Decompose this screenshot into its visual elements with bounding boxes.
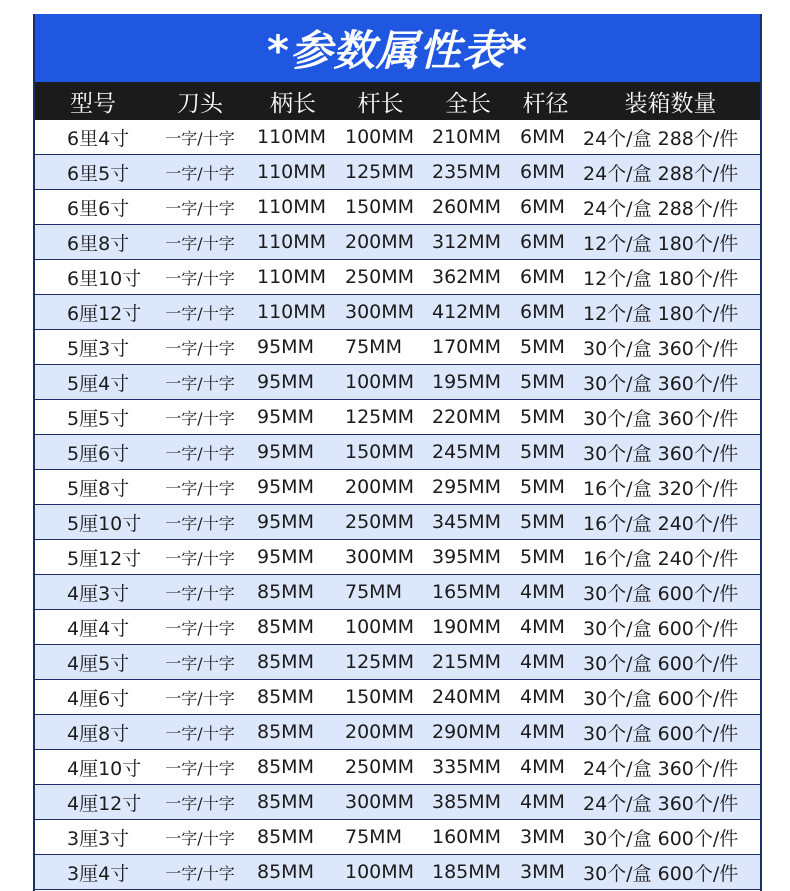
total-length-cell: 335MM xyxy=(424,750,512,785)
packing-cell: 16个/盒 320个/件 xyxy=(579,470,762,505)
model-cell: 6里5寸 xyxy=(35,155,151,190)
model-cell: 3厘4寸 xyxy=(35,855,151,890)
shaft-diameter-cell: 5MM xyxy=(512,435,579,470)
total-length-cell: 290MM xyxy=(424,715,512,750)
blade-cell: 一字/十字 xyxy=(151,435,249,470)
packing-cell: 30个/盒 600个/件 xyxy=(579,855,762,890)
shaft-length-cell: 250MM xyxy=(337,260,424,295)
handle-length-cell: 85MM xyxy=(249,785,337,820)
shaft-length-cell: 125MM xyxy=(337,155,424,190)
total-length-cell: 170MM xyxy=(424,330,512,365)
model-cell: 5厘5寸 xyxy=(35,400,151,435)
spec-sheet xyxy=(33,14,762,891)
column-header-total-length: 全长 xyxy=(424,82,512,120)
handle-length-cell: 110MM xyxy=(249,295,337,330)
shaft-length-cell: 75MM xyxy=(337,330,424,365)
table-row xyxy=(35,645,762,680)
handle-length-cell: 85MM xyxy=(249,680,337,715)
total-length-cell: 185MM xyxy=(424,855,512,890)
table-row xyxy=(35,470,762,505)
blade-cell: 一字/十字 xyxy=(151,365,249,400)
total-length-cell: 210MM xyxy=(424,120,512,155)
table-row xyxy=(35,365,762,400)
model-cell: 4厘8寸 xyxy=(35,715,151,750)
shaft-diameter-cell: 6MM xyxy=(512,260,579,295)
blade-cell: 一字/十字 xyxy=(151,750,249,785)
model-cell: 4厘5寸 xyxy=(35,645,151,680)
packing-cell: 30个/盒 600个/件 xyxy=(579,820,762,855)
handle-length-cell: 85MM xyxy=(249,645,337,680)
total-length-cell: 195MM xyxy=(424,365,512,400)
shaft-diameter-cell: 4MM xyxy=(512,750,579,785)
blade-cell: 一字/十字 xyxy=(151,610,249,645)
shaft-diameter-cell: 6MM xyxy=(512,120,579,155)
shaft-length-cell: 150MM xyxy=(337,680,424,715)
shaft-length-cell: 200MM xyxy=(337,225,424,260)
handle-length-cell: 110MM xyxy=(249,225,337,260)
blade-cell: 一字/十字 xyxy=(151,785,249,820)
table-row xyxy=(35,750,762,785)
packing-cell: 30个/盒 360个/件 xyxy=(579,365,762,400)
model-cell: 4厘4寸 xyxy=(35,610,151,645)
model-cell: 4厘3寸 xyxy=(35,575,151,610)
packing-cell: 30个/盒 600个/件 xyxy=(579,575,762,610)
shaft-diameter-cell: 5MM xyxy=(512,505,579,540)
packing-cell: 16个/盒 240个/件 xyxy=(579,540,762,575)
handle-length-cell: 85MM xyxy=(249,820,337,855)
table-row xyxy=(35,855,762,890)
table-row xyxy=(35,610,762,645)
total-length-cell: 245MM xyxy=(424,435,512,470)
model-cell: 5厘12寸 xyxy=(35,540,151,575)
table-row xyxy=(35,120,762,155)
blade-cell: 一字/十字 xyxy=(151,470,249,505)
blade-cell: 一字/十字 xyxy=(151,260,249,295)
handle-length-cell: 85MM xyxy=(249,610,337,645)
model-cell: 6里8寸 xyxy=(35,225,151,260)
shaft-length-cell: 100MM xyxy=(337,610,424,645)
packing-cell: 12个/盒 180个/件 xyxy=(579,225,762,260)
table-row xyxy=(35,295,762,330)
total-length-cell: 190MM xyxy=(424,610,512,645)
blade-cell: 一字/十字 xyxy=(151,225,249,260)
total-length-cell: 165MM xyxy=(424,575,512,610)
blade-cell: 一字/十字 xyxy=(151,155,249,190)
table-row xyxy=(35,505,762,540)
handle-length-cell: 110MM xyxy=(249,120,337,155)
shaft-length-cell: 300MM xyxy=(337,540,424,575)
packing-cell: 16个/盒 240个/件 xyxy=(579,505,762,540)
blade-cell: 一字/十字 xyxy=(151,120,249,155)
handle-length-cell: 85MM xyxy=(249,715,337,750)
shaft-diameter-cell: 5MM xyxy=(512,330,579,365)
table-row xyxy=(35,540,762,575)
total-length-cell: 412MM xyxy=(424,295,512,330)
shaft-diameter-cell: 4MM xyxy=(512,645,579,680)
packing-cell: 30个/盒 360个/件 xyxy=(579,435,762,470)
shaft-diameter-cell: 4MM xyxy=(512,715,579,750)
model-cell: 5厘10寸 xyxy=(35,505,151,540)
total-length-cell: 295MM xyxy=(424,470,512,505)
packing-cell: 30个/盒 600个/件 xyxy=(579,610,762,645)
shaft-diameter-cell: 5MM xyxy=(512,365,579,400)
model-cell: 4厘10寸 xyxy=(35,750,151,785)
blade-cell: 一字/十字 xyxy=(151,645,249,680)
blade-cell: 一字/十字 xyxy=(151,855,249,890)
blade-cell: 一字/十字 xyxy=(151,680,249,715)
handle-length-cell: 95MM xyxy=(249,365,337,400)
model-cell: 4厘12寸 xyxy=(35,785,151,820)
shaft-length-cell: 250MM xyxy=(337,750,424,785)
table-row xyxy=(35,190,762,225)
shaft-diameter-cell: 3MM xyxy=(512,855,579,890)
blade-cell: 一字/十字 xyxy=(151,715,249,750)
shaft-length-cell: 100MM xyxy=(337,855,424,890)
shaft-length-cell: 200MM xyxy=(337,715,424,750)
shaft-diameter-cell: 5MM xyxy=(512,470,579,505)
shaft-length-cell: 100MM xyxy=(337,365,424,400)
shaft-length-cell: 125MM xyxy=(337,400,424,435)
table-row xyxy=(35,435,762,470)
total-length-cell: 240MM xyxy=(424,680,512,715)
shaft-diameter-cell: 4MM xyxy=(512,610,579,645)
total-length-cell: 395MM xyxy=(424,540,512,575)
table-header-row xyxy=(35,82,762,120)
column-header-shaft-length: 杆长 xyxy=(337,82,424,120)
table-row xyxy=(35,400,762,435)
shaft-length-cell: 200MM xyxy=(337,470,424,505)
shaft-diameter-cell: 4MM xyxy=(512,785,579,820)
model-cell: 4厘6寸 xyxy=(35,680,151,715)
model-cell: 3厘3寸 xyxy=(35,820,151,855)
blade-cell: 一字/十字 xyxy=(151,400,249,435)
handle-length-cell: 85MM xyxy=(249,855,337,890)
handle-length-cell: 85MM xyxy=(249,750,337,785)
blade-cell: 一字/十字 xyxy=(151,330,249,365)
shaft-length-cell: 250MM xyxy=(337,505,424,540)
column-header-packing-quantity: 装箱数量 xyxy=(579,82,762,120)
shaft-length-cell: 300MM xyxy=(337,785,424,820)
packing-cell: 24个/盒 288个/件 xyxy=(579,120,762,155)
model-cell: 6厘12寸 xyxy=(35,295,151,330)
handle-length-cell: 85MM xyxy=(249,575,337,610)
total-length-cell: 235MM xyxy=(424,155,512,190)
total-length-cell: 260MM xyxy=(424,190,512,225)
shaft-diameter-cell: 6MM xyxy=(512,155,579,190)
table-row xyxy=(35,820,762,855)
total-length-cell: 362MM xyxy=(424,260,512,295)
total-length-cell: 160MM xyxy=(424,820,512,855)
packing-cell: 12个/盒 180个/件 xyxy=(579,260,762,295)
blade-cell: 一字/十字 xyxy=(151,820,249,855)
packing-cell: 30个/盒 360个/件 xyxy=(579,400,762,435)
total-length-cell: 345MM xyxy=(424,505,512,540)
model-cell: 6里10寸 xyxy=(35,260,151,295)
model-cell: 5厘8寸 xyxy=(35,470,151,505)
total-length-cell: 220MM xyxy=(424,400,512,435)
shaft-diameter-cell: 3MM xyxy=(512,820,579,855)
shaft-diameter-cell: 6MM xyxy=(512,225,579,260)
packing-cell: 30个/盒 600个/件 xyxy=(579,715,762,750)
model-cell: 6里6寸 xyxy=(35,190,151,225)
model-cell: 5厘4寸 xyxy=(35,365,151,400)
column-header-blade: 刀头 xyxy=(151,82,249,120)
table-row xyxy=(35,225,762,260)
shaft-length-cell: 300MM xyxy=(337,295,424,330)
column-header-model: 型号 xyxy=(35,82,151,120)
handle-length-cell: 110MM xyxy=(249,155,337,190)
shaft-diameter-cell: 5MM xyxy=(512,400,579,435)
handle-length-cell: 95MM xyxy=(249,400,337,435)
packing-cell: 30个/盒 360个/件 xyxy=(579,330,762,365)
shaft-length-cell: 75MM xyxy=(337,575,424,610)
handle-length-cell: 95MM xyxy=(249,540,337,575)
handle-length-cell: 110MM xyxy=(249,260,337,295)
spec-table xyxy=(35,82,762,890)
table-row xyxy=(35,680,762,715)
table-row xyxy=(35,155,762,190)
handle-length-cell: 95MM xyxy=(249,470,337,505)
handle-length-cell: 95MM xyxy=(249,435,337,470)
blade-cell: 一字/十字 xyxy=(151,295,249,330)
shaft-diameter-cell: 4MM xyxy=(512,680,579,715)
total-length-cell: 385MM xyxy=(424,785,512,820)
blade-cell: 一字/十字 xyxy=(151,190,249,225)
model-cell: 5厘3寸 xyxy=(35,330,151,365)
model-cell: 5厘6寸 xyxy=(35,435,151,470)
packing-cell: 30个/盒 600个/件 xyxy=(579,645,762,680)
page-title: *参数属性表* xyxy=(35,14,760,82)
shaft-diameter-cell: 6MM xyxy=(512,295,579,330)
total-length-cell: 312MM xyxy=(424,225,512,260)
column-header-handle-length: 柄长 xyxy=(249,82,337,120)
table-row xyxy=(35,260,762,295)
shaft-length-cell: 100MM xyxy=(337,120,424,155)
shaft-diameter-cell: 6MM xyxy=(512,190,579,225)
handle-length-cell: 110MM xyxy=(249,190,337,225)
packing-cell: 24个/盒 360个/件 xyxy=(579,785,762,820)
packing-cell: 12个/盒 180个/件 xyxy=(579,295,762,330)
shaft-length-cell: 150MM xyxy=(337,435,424,470)
shaft-length-cell: 150MM xyxy=(337,190,424,225)
shaft-diameter-cell: 5MM xyxy=(512,540,579,575)
handle-length-cell: 95MM xyxy=(249,505,337,540)
table-row xyxy=(35,715,762,750)
packing-cell: 24个/盒 288个/件 xyxy=(579,190,762,225)
model-cell: 6里4寸 xyxy=(35,120,151,155)
shaft-length-cell: 125MM xyxy=(337,645,424,680)
packing-cell: 30个/盒 600个/件 xyxy=(579,680,762,715)
shaft-length-cell: 75MM xyxy=(337,820,424,855)
blade-cell: 一字/十字 xyxy=(151,505,249,540)
handle-length-cell: 95MM xyxy=(249,330,337,365)
blade-cell: 一字/十字 xyxy=(151,540,249,575)
table-row xyxy=(35,330,762,365)
packing-cell: 24个/盒 288个/件 xyxy=(579,155,762,190)
blade-cell: 一字/十字 xyxy=(151,575,249,610)
shaft-diameter-cell: 4MM xyxy=(512,575,579,610)
packing-cell: 24个/盒 360个/件 xyxy=(579,750,762,785)
total-length-cell: 215MM xyxy=(424,645,512,680)
column-header-shaft-diameter: 杆径 xyxy=(512,82,579,120)
table-row xyxy=(35,785,762,820)
table-row xyxy=(35,575,762,610)
